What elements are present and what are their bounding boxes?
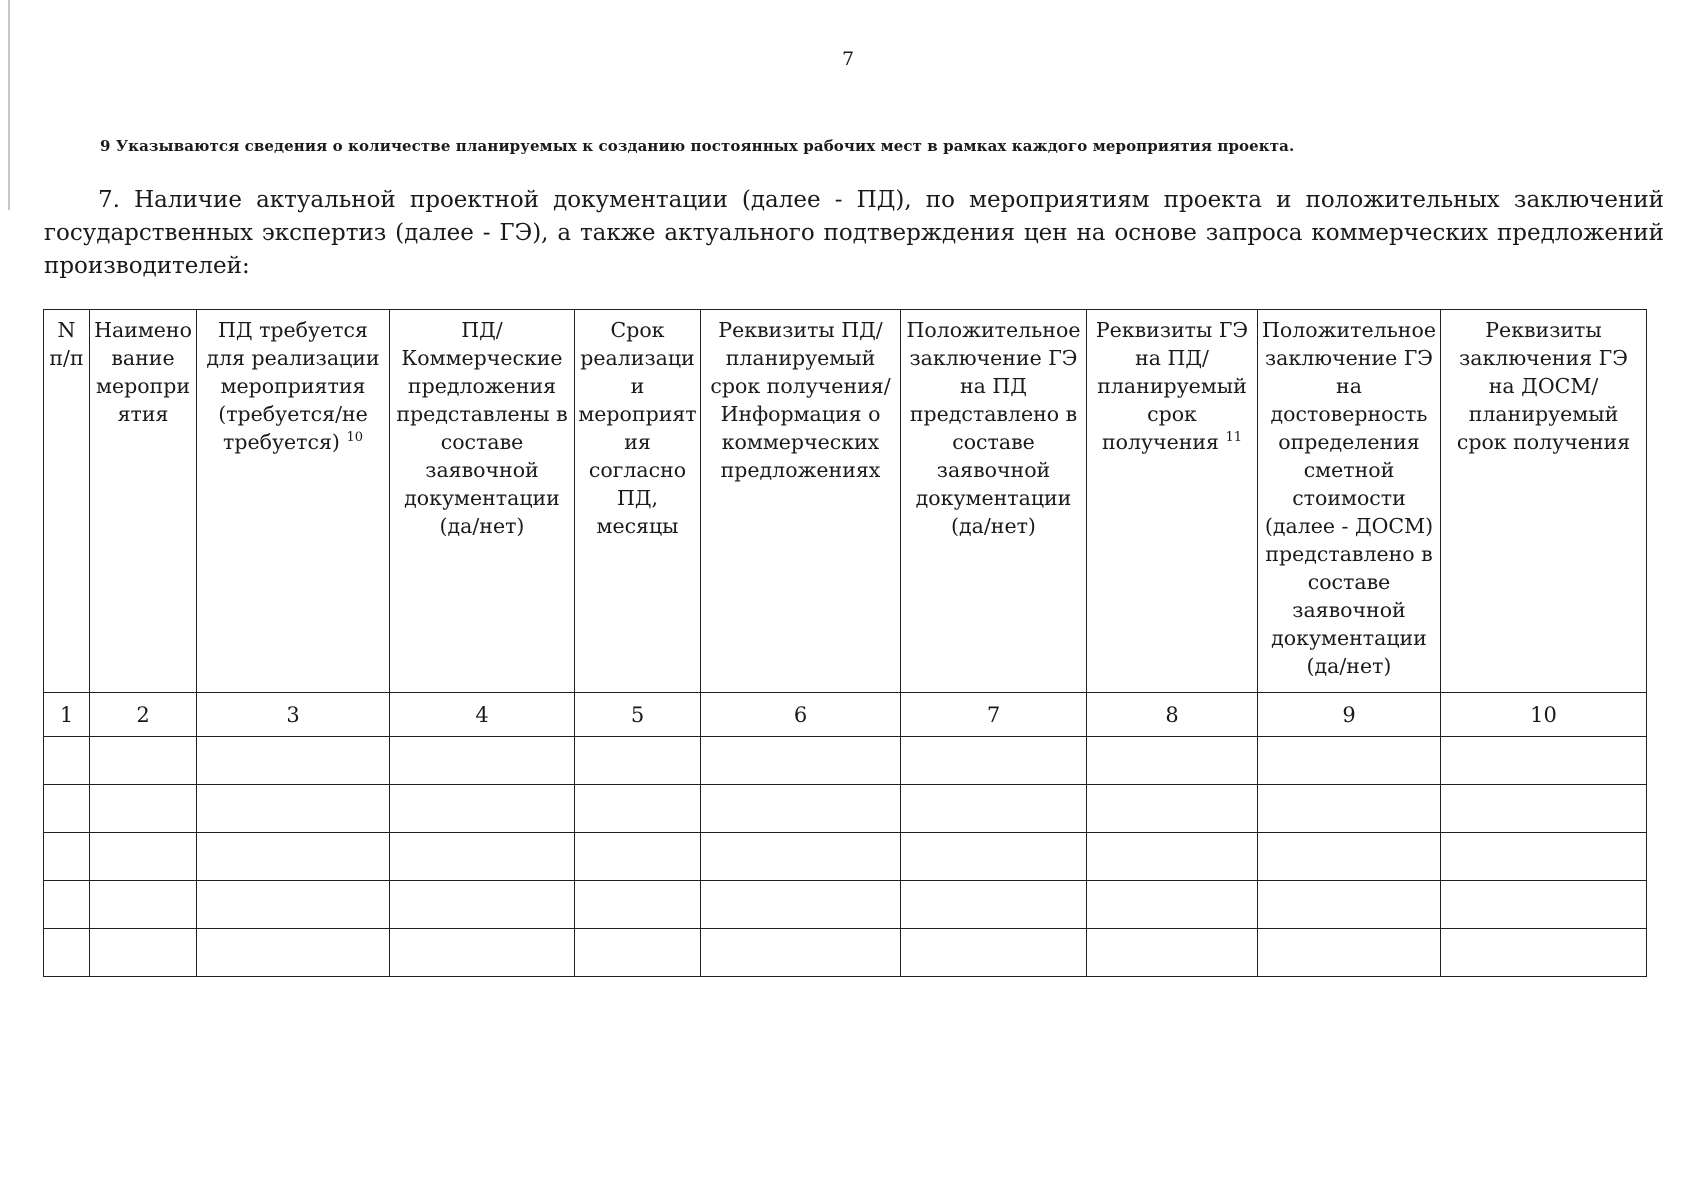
empty-cell[interactable] — [1087, 929, 1258, 977]
empty-cell[interactable] — [901, 833, 1087, 881]
column-header-10 — [1441, 310, 1647, 693]
empty-cell[interactable] — [390, 737, 575, 785]
column-header-label: ПД требуется для реализации мероприятия (требуется/не требуется) — [206, 318, 380, 454]
column-number-row — [44, 693, 1647, 737]
empty-cell[interactable] — [1441, 833, 1647, 881]
table-row — [44, 929, 1647, 977]
empty-cell[interactable] — [390, 785, 575, 833]
empty-cell[interactable] — [44, 737, 90, 785]
empty-cell[interactable] — [90, 737, 197, 785]
empty-cell[interactable] — [701, 881, 901, 929]
column-number-cell: 5 — [575, 693, 701, 737]
column-header-1 — [44, 310, 90, 693]
empty-cell[interactable] — [1087, 737, 1258, 785]
column-header-5 — [575, 310, 701, 693]
empty-cell[interactable] — [390, 881, 575, 929]
column-number-cell: 3 — [197, 693, 390, 737]
column-header-4 — [390, 310, 575, 693]
column-header-9 — [1258, 310, 1441, 693]
column-number-cell: 9 — [1258, 693, 1441, 737]
column-header-label: Положительное заключение ГЭ на достоверность определения сметной стоимости (далее - ДОСМ) представлено в составе заявочной документации (да/нет) — [1262, 318, 1436, 678]
column-header-6 — [701, 310, 901, 693]
column-header-label: Реквизиты ПД/планируемый срок получения/Информация о коммерческих предложениях — [710, 318, 891, 482]
table-row — [44, 833, 1647, 881]
empty-cell[interactable] — [701, 737, 901, 785]
empty-cell[interactable] — [1441, 737, 1647, 785]
empty-cell[interactable] — [44, 833, 90, 881]
table-row — [44, 737, 1647, 785]
empty-cell[interactable] — [1441, 881, 1647, 929]
footnote-9: 9 Указываются сведения о количестве планируемых к созданию постоянных рабочих мест в рамках каждого мероприятия проекта. — [100, 137, 1295, 155]
column-number-cell: 4 — [390, 693, 575, 737]
column-header-8 — [1087, 310, 1258, 693]
empty-cell[interactable] — [575, 833, 701, 881]
column-header-label: Срок реализации мероприятия согласно ПД, месяцы — [578, 318, 697, 538]
empty-cell[interactable] — [1258, 833, 1441, 881]
column-number-cell: 8 — [1087, 693, 1258, 737]
empty-cell[interactable] — [90, 881, 197, 929]
empty-cell[interactable] — [1441, 929, 1647, 977]
empty-cell[interactable] — [901, 737, 1087, 785]
empty-cell[interactable] — [390, 833, 575, 881]
empty-cell[interactable] — [1258, 929, 1441, 977]
table-header-row — [44, 310, 1647, 693]
empty-cell[interactable] — [1258, 737, 1441, 785]
empty-cell[interactable] — [1258, 881, 1441, 929]
column-header-label: Реквизиты ГЭ на ПД/планируемый срок получения — [1095, 318, 1249, 454]
column-header-label: Реквизиты заключения ГЭ на ДОСМ/планируемый срок получения — [1456, 318, 1631, 454]
empty-cell[interactable] — [90, 833, 197, 881]
column-header-3 — [197, 310, 390, 693]
empty-cell[interactable] — [1087, 833, 1258, 881]
empty-cell[interactable] — [701, 833, 901, 881]
table-row — [44, 881, 1647, 929]
column-header-label: N п/п — [49, 318, 84, 370]
column-header-label: ПД/ Коммерческие предложения представлены в составе заявочной документации (да/нет) — [396, 318, 568, 538]
empty-cell[interactable] — [575, 881, 701, 929]
section-7-paragraph: 7. Наличие актуальной проектной документации (далее - ПД), по мероприятиям проекта и положительных заключений государственных экспертиз (далее - ГЭ), а также актуального подтверждения цен на основе запроса коммерческих предложений производителей: — [44, 187, 1664, 279]
empty-cell[interactable] — [901, 929, 1087, 977]
column-number-cell: 6 — [701, 693, 901, 737]
column-header-label: Наименование мероприятия — [94, 318, 192, 426]
empty-cell[interactable] — [901, 881, 1087, 929]
empty-cell[interactable] — [44, 785, 90, 833]
page-number: 7 — [841, 48, 855, 70]
scan-edge-line — [8, 0, 10, 210]
empty-cell[interactable] — [1087, 785, 1258, 833]
column-header-2 — [90, 310, 197, 693]
empty-cell[interactable] — [701, 785, 901, 833]
empty-cell[interactable] — [901, 785, 1087, 833]
empty-cell[interactable] — [1441, 785, 1647, 833]
empty-cell[interactable] — [197, 737, 390, 785]
project-documentation-table — [43, 309, 1647, 977]
empty-cell[interactable] — [90, 785, 197, 833]
empty-cell[interactable] — [90, 929, 197, 977]
footnote-ref: 10 — [346, 430, 363, 446]
column-number-cell: 2 — [90, 693, 197, 737]
empty-cell[interactable] — [44, 881, 90, 929]
column-number-cell: 7 — [901, 693, 1087, 737]
empty-cell[interactable] — [44, 929, 90, 977]
empty-cell[interactable] — [701, 929, 901, 977]
empty-cell[interactable] — [575, 785, 701, 833]
empty-cell[interactable] — [390, 929, 575, 977]
column-number-cell: 10 — [1441, 693, 1647, 737]
column-header-label: Положительное заключение ГЭ на ПД представлено в составе заявочной документации (да/нет) — [906, 318, 1081, 538]
empty-cell[interactable] — [1087, 881, 1258, 929]
empty-cell[interactable] — [197, 929, 390, 977]
column-header-7 — [901, 310, 1087, 693]
table-row — [44, 785, 1647, 833]
empty-cell[interactable] — [575, 737, 701, 785]
footnote-ref: 11 — [1225, 430, 1243, 446]
empty-cell[interactable] — [1258, 785, 1441, 833]
empty-cell[interactable] — [575, 929, 701, 977]
column-number-cell: 1 — [44, 693, 90, 737]
empty-cell[interactable] — [197, 881, 390, 929]
empty-cell[interactable] — [197, 785, 390, 833]
empty-cell[interactable] — [197, 833, 390, 881]
